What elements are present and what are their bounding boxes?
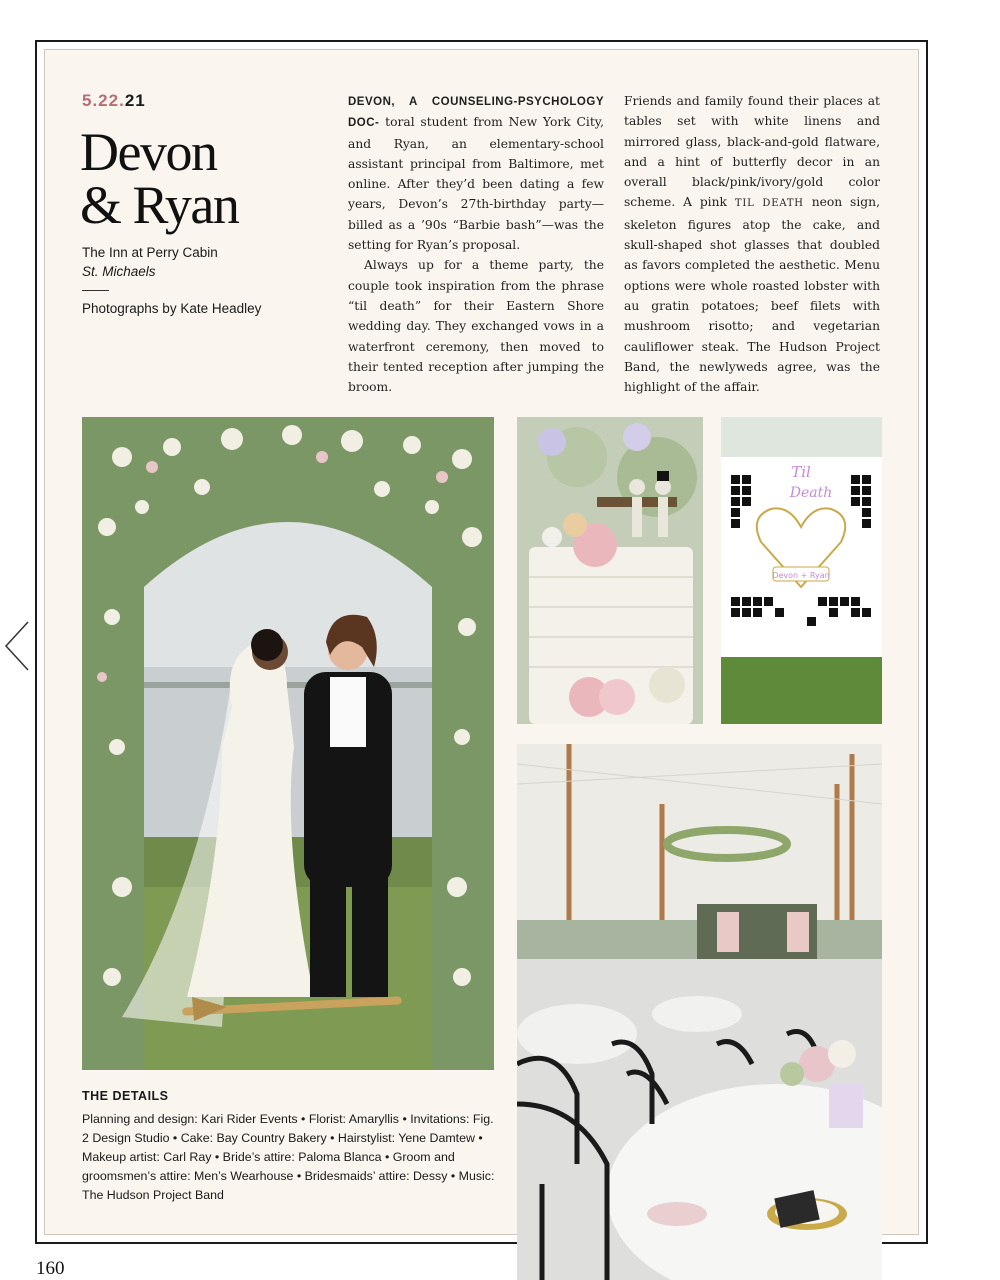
details-heading: THE DETAILS [82, 1089, 169, 1103]
article-title [80, 122, 330, 235]
story-column-2 [624, 91, 880, 397]
sign-title: Til [791, 463, 811, 481]
title-line-1: Devon [80, 122, 217, 182]
photo-credit: Photographs by Kate Headley [82, 301, 262, 316]
divider [82, 290, 109, 291]
story-paragraph-1-text: toral student from New York City, and Ryan, an elementary-school assistant principal from Baltimore, met online. After they’d been dating a few years, Devon’s 27th-birthday party—billed as a ’90s “Barbie bash”—was the setting for Ryan’s proposal. [348, 115, 604, 253]
story-paragraph-1 [348, 91, 604, 255]
date-month-day: 5.22. [82, 91, 125, 110]
venue-block [82, 243, 218, 281]
seating-sign-photo [721, 417, 882, 724]
story-paragraph-3-b: neon sign, skeleton figures atop the cake, and skull-shaped shot glasses that doubled as favors completed the aesthetic. Menu options were whole roasted lobster with au gratin potatoes; beef filets with mushroom risotto; and vegetarian cauliflower steak. The Hudson Project Band, the newlyweds agree, was the highlight of the affair. [624, 195, 880, 395]
title-line-2: & Ryan [80, 175, 239, 235]
cake-photo [517, 417, 703, 724]
details-text: Planning and design: Kari Rider Events • Florist: Amaryllis • Invitations: Fig. 2 Design Studio • Cake: Bay Country Bakery • Hairstylist: Yene Damtew • Makeup artist: Carl Ray • Bride’s attire: Paloma Blanca • Groom and groomsmen’s attire: Men’s Wearhouse • Bridesmaids’ attire: Dessy • Music: The Hudson Project Band [82, 1112, 495, 1202]
reception-tent-photo [517, 744, 882, 1280]
chevron-left-icon[interactable] [4, 620, 30, 672]
venue-location: St. Michaels [82, 264, 156, 279]
story-paragraph-3 [624, 91, 880, 397]
couple-photo [82, 417, 494, 1070]
sign-subtitle: Death [789, 485, 833, 501]
date-year: 21 [124, 91, 146, 110]
sign-names: Devon + Ryan [772, 571, 830, 580]
story-lead-in: DEVON, A COUNSELING-PSYCHOLOGY DOC- [348, 96, 604, 130]
page-number: 160 [36, 1258, 65, 1279]
story-paragraph-2: Always up for a theme party, the couple took inspiration from the phrase “til death” for their Eastern Shore wedding day. They exchanged vows in a waterfront ceremony, then moved to their tented reception after jumping the broom. [348, 258, 604, 395]
wedding-date [82, 91, 146, 111]
venue-name: The Inn at Perry Cabin [82, 245, 218, 260]
story-paragraph-3-a: Friends and family found their places at tables set with white linens and mirrored glass, black-and-gold flatware, and a hint of butterfly decor in an overall black/pink/ivory/gold color scheme. A pink [624, 94, 880, 210]
story-column-1 [348, 91, 604, 397]
neon-sign-text: TIL DEATH [734, 198, 804, 210]
